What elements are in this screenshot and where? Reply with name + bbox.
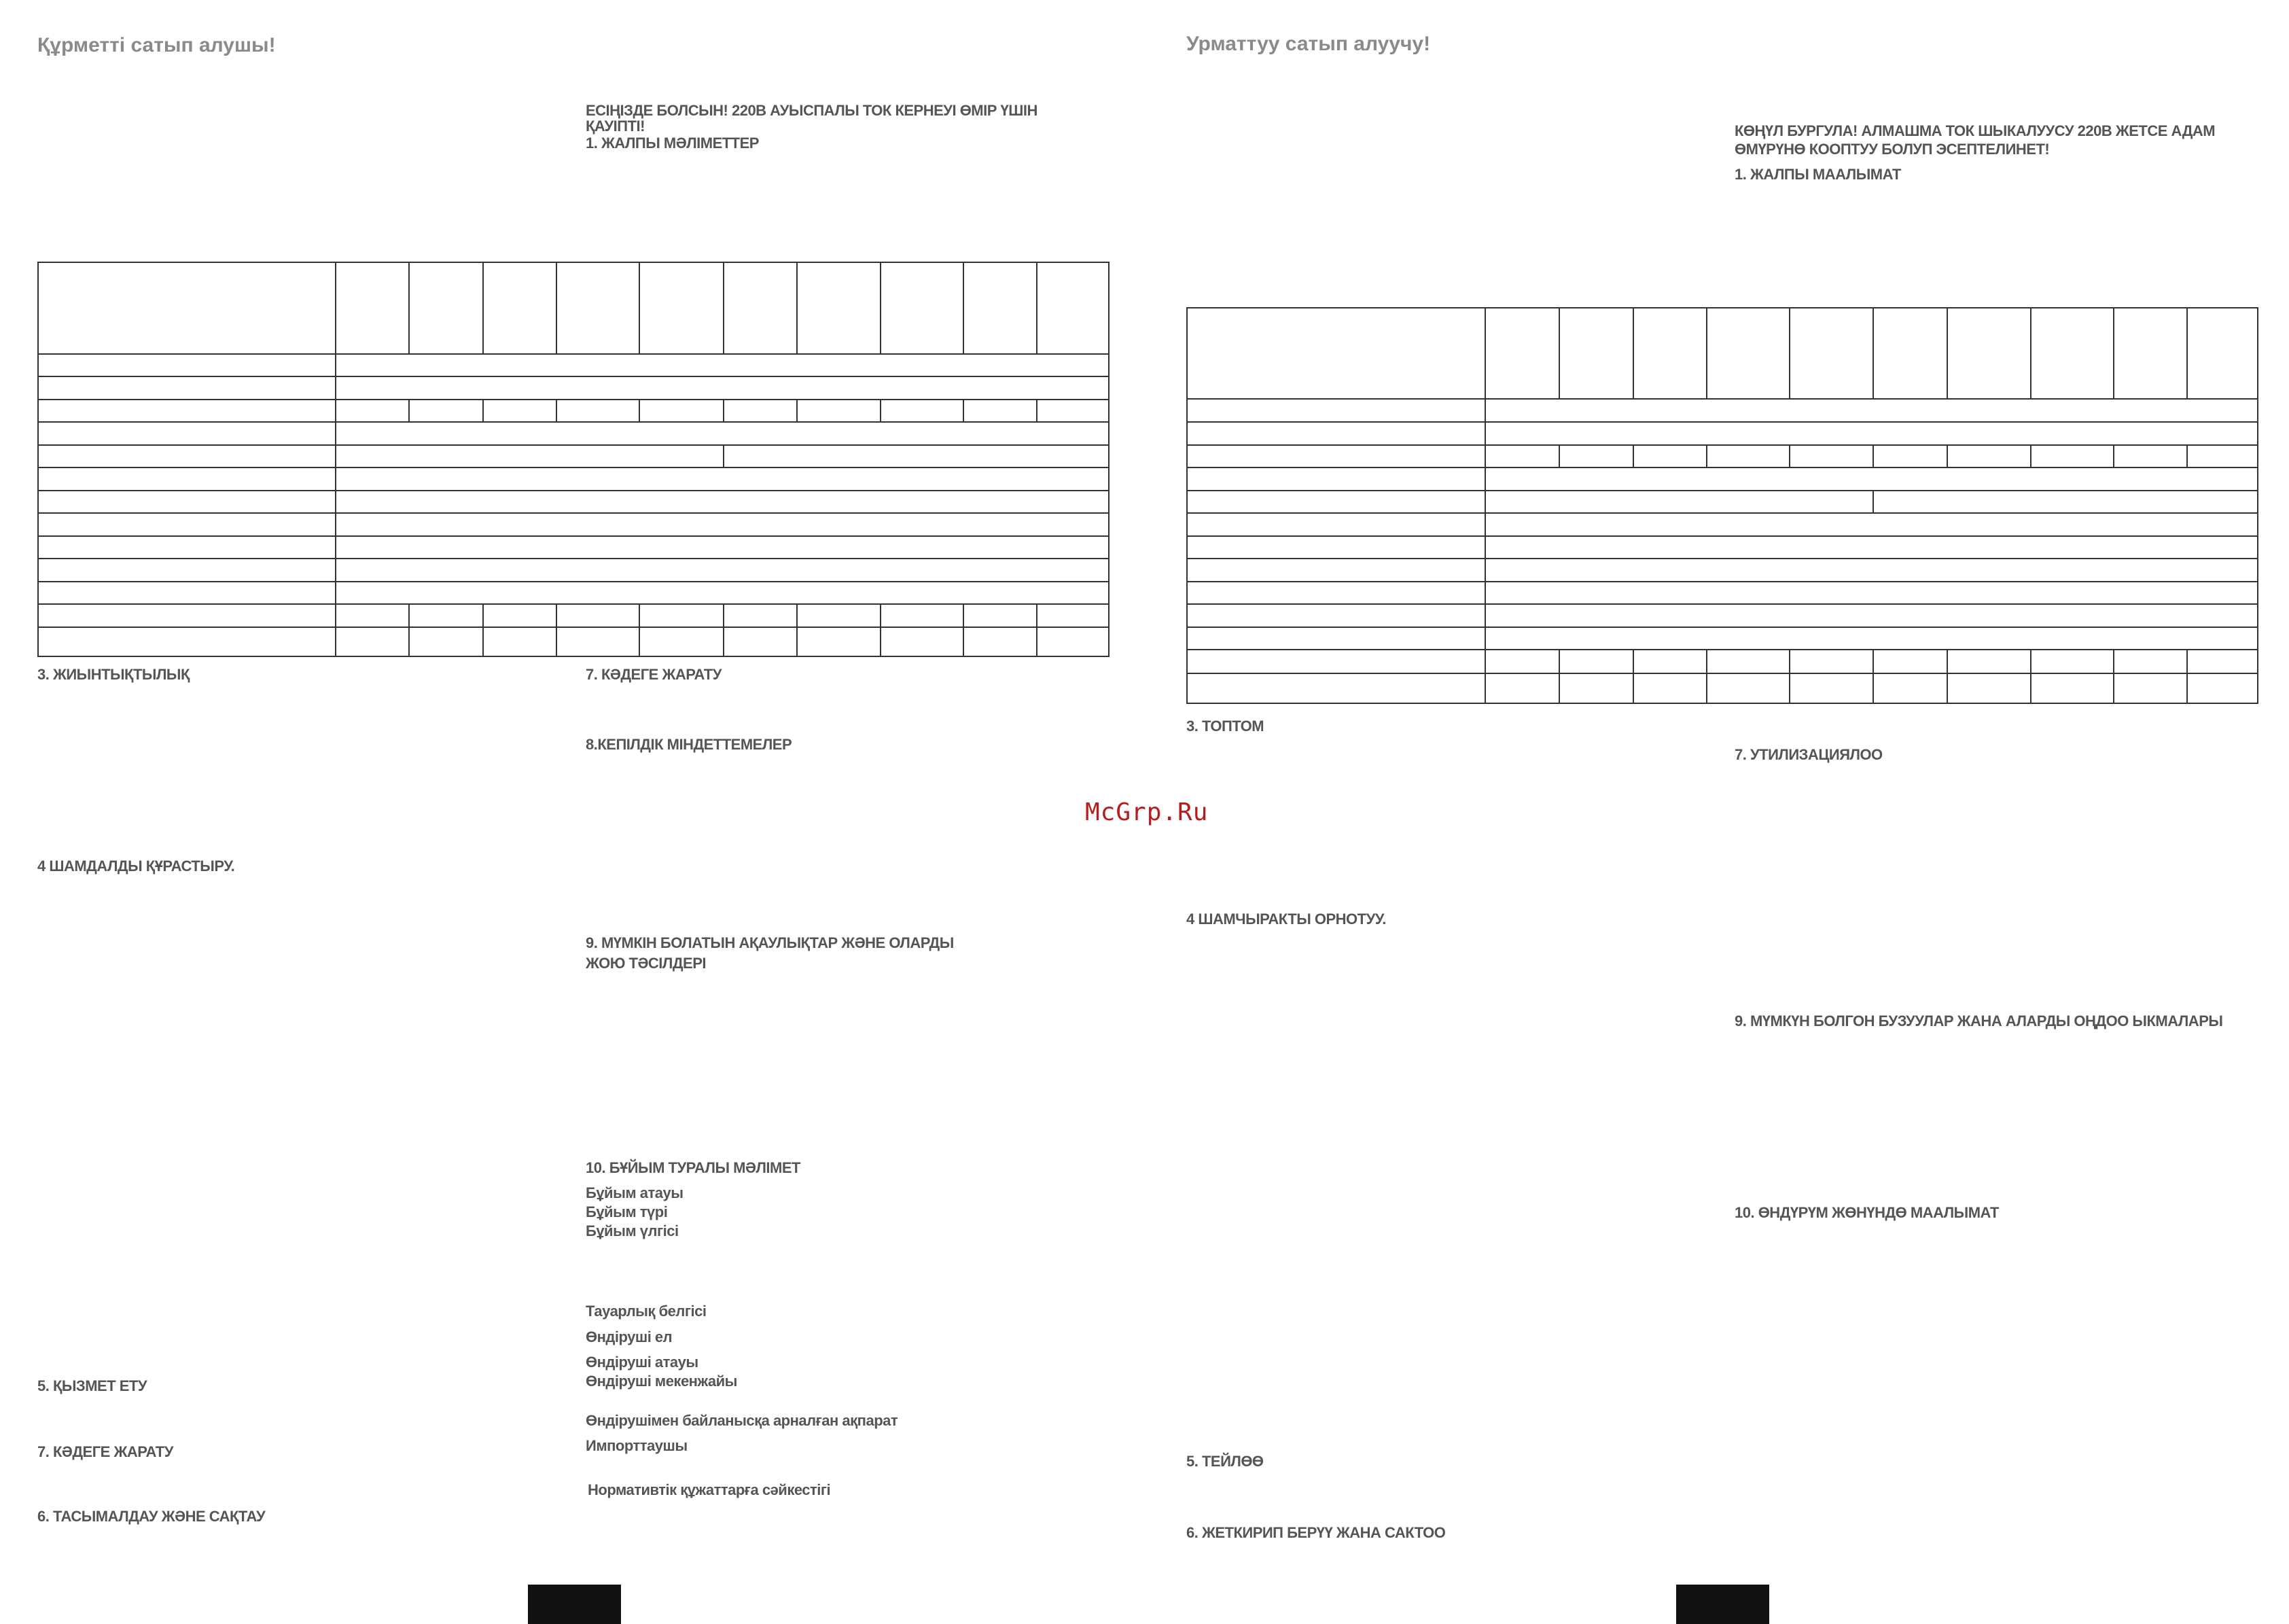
- left-page-number-box: [528, 1585, 621, 1624]
- left-section-3-heading: 3. ЖИЫНТЫҚТЫЛЫҚ: [37, 666, 190, 683]
- left-section-7-heading: 7. КӘДЕГЕ ЖАРАТУ: [586, 666, 722, 683]
- contact-info-label: Өндірушімен байланысқа арналған ақпарат: [586, 1412, 898, 1429]
- maker-address-label: Өндіруші мекенжайы: [586, 1373, 737, 1390]
- right-section-6-heading: 6. ЖЕТКИРИП БЕРҮҮ ЖАНА САКТОО: [1186, 1524, 1446, 1541]
- left-specs-table: [37, 262, 1110, 657]
- right-section-10-heading: 10. ӨНДҮРҮМ ЖӨНҮНДӨ МААЛЫМАТ: [1735, 1204, 1999, 1221]
- maker-name-label: Өндіруші атауы: [586, 1354, 698, 1371]
- right-page-number-box: [1676, 1585, 1769, 1624]
- right-warning-line2: ӨМҮРҮНӨ КООПТУУ БОЛУП ЭСЕПТЕЛИНЕТ!: [1735, 141, 2050, 158]
- left-section-7b-heading: 7. КӘДЕГЕ ЖАРАТУ: [37, 1443, 173, 1460]
- conformity-label: Нормативтік құжаттарға сәйкестігі: [588, 1481, 831, 1498]
- left-section-4-heading: 4 ШАМДАЛДЫ ҚҰРАСТЫРУ.: [37, 858, 235, 875]
- right-section-5-heading: 5. ТЕЙЛӨӨ: [1186, 1453, 1264, 1470]
- product-type-label: Бұйым түрі: [586, 1203, 668, 1220]
- right-section-1-heading: 1. ЖАЛПЫ МААЛЫМАТ: [1735, 166, 1901, 183]
- left-section-10-heading: 10. БҰЙЫМ ТУРАЛЫ МӘЛІМЕТ: [586, 1159, 800, 1176]
- left-section-9-line1: 9. МҮМКІН БОЛАТЫН АҚАУЛЫҚТАР ЖӘНЕ ОЛАРДЫ: [586, 934, 954, 951]
- trademark-label: Тауарлық белгісі: [586, 1303, 707, 1320]
- left-warning-line2: ҚАУІПТІ!: [586, 118, 645, 135]
- product-name-label: Бұйым атауы: [586, 1184, 684, 1201]
- right-section-7-heading: 7. УТИЛИЗАЦИЯЛОО: [1735, 746, 1883, 763]
- product-model-label: Бұйым үлгісі: [586, 1222, 679, 1239]
- left-greeting: Құрметті сатып алушы!: [37, 34, 276, 56]
- left-section-9-line2: ЖОЮ ТӘСІЛДЕРІ: [586, 955, 706, 972]
- right-section-9-heading: 9. МҮМКҮН БОЛГОН БУЗУУЛАР ЖАНА АЛАРДЫ ОҢДОО ЫКМАЛАРЫ: [1735, 1012, 2223, 1029]
- watermark: McGrp.Ru: [1085, 798, 1209, 826]
- right-warning-line1: КӨҢҮЛ БУРГУЛА! АЛМАШМА ТОК ШЫКАЛУУСУ 220В ЖЕТСЕ АДАМ: [1735, 122, 2216, 139]
- country-label: Өндіруші ел: [586, 1328, 673, 1345]
- importer-label: Импорттаушы: [586, 1437, 688, 1454]
- left-section-6-heading: 6. ТАСЫМАЛДАУ ЖӘНЕ САҚТАУ: [37, 1508, 266, 1525]
- right-section-4-heading: 4 ШАМЧЫРАКТЫ ОРНОТУУ.: [1186, 911, 1386, 928]
- left-section-5-heading: 5. ҚЫЗМЕТ ЕТУ: [37, 1377, 147, 1394]
- left-section-8-heading: 8.КЕПІЛДІК МІНДЕТТЕМЕЛЕР: [586, 736, 792, 753]
- right-greeting: Урматтуу сатып алуучу!: [1186, 33, 1431, 55]
- left-section-1-heading: 1. ЖАЛПЫ МӘЛІМЕТТЕР: [586, 135, 759, 152]
- right-section-3-heading: 3. ТОПТОМ: [1186, 718, 1264, 735]
- right-specs-table: [1186, 307, 2258, 704]
- left-warning-line1: ЕСІҢІЗДЕ БОЛСЫН! 220В АУЫСПАЛЫ ТОК КЕРНЕУІ ӨМІР ҮШІН: [586, 102, 1037, 119]
